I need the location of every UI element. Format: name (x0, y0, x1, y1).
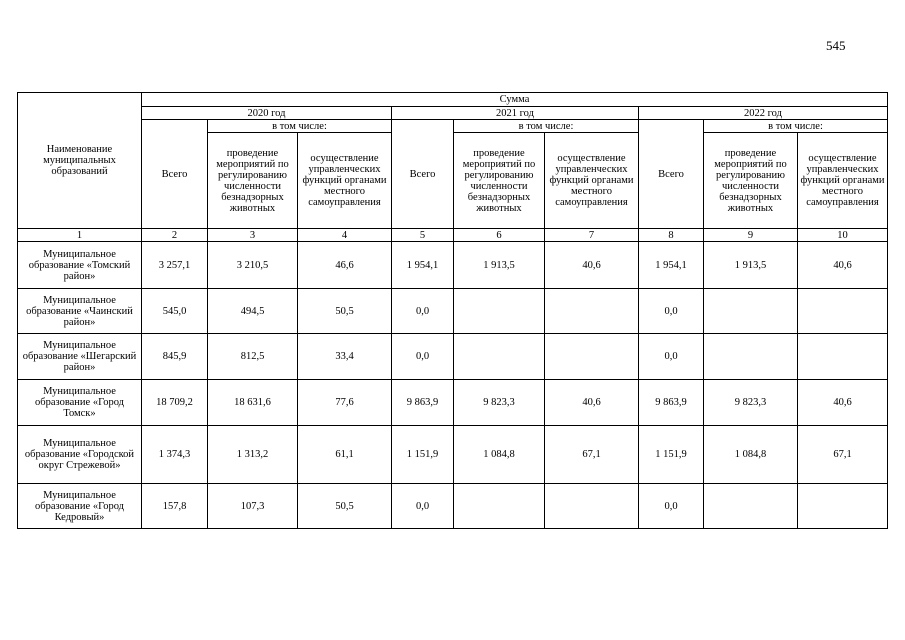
cell-sub1-2020: 107,3 (208, 484, 298, 529)
cell-sub1-2020: 812,5 (208, 334, 298, 380)
header-incl-2020: в том числе: (208, 120, 392, 133)
cell-sub1-2021 (454, 484, 545, 529)
cell-sub2-2022 (798, 484, 888, 529)
cell-sub2-2020: 50,5 (298, 289, 392, 334)
cell-total-2021: 9 863,9 (392, 380, 454, 426)
cell-total-2022: 0,0 (639, 334, 704, 380)
header-year-2022: 2022 год (639, 107, 888, 120)
col-number: 5 (392, 229, 454, 242)
cell-total-2021: 0,0 (392, 289, 454, 334)
cell-total-2022: 0,0 (639, 484, 704, 529)
cell-sub2-2020: 33,4 (298, 334, 392, 380)
col-number: 1 (18, 229, 142, 242)
cell-total-2021: 1 151,9 (392, 426, 454, 484)
cell-sub2-2021: 67,1 (545, 426, 639, 484)
cell-total-2021: 1 954,1 (392, 242, 454, 289)
cell-sub1-2021: 9 823,3 (454, 380, 545, 426)
page-number: 545 (826, 38, 846, 53)
header-sub1-2021: проведение мероприятий по регулированию численности безнадзорных животных (454, 133, 545, 229)
header-sub1-2020: проведение мероприятий по регулированию численности безнадзорных животных (208, 133, 298, 229)
header-sub1-2022: проведение мероприятий по регулированию численности безнадзорных животных (704, 133, 798, 229)
cell-sub2-2020: 50,5 (298, 484, 392, 529)
row-name: Муниципальное образование «Шегарский район» (18, 334, 142, 380)
cell-sub1-2022 (704, 334, 798, 380)
cell-total-2020: 845,9 (142, 334, 208, 380)
cell-total-2022: 0,0 (639, 289, 704, 334)
cell-sub1-2021 (454, 289, 545, 334)
table-row (18, 242, 888, 289)
cell-sub1-2021: 1 084,8 (454, 426, 545, 484)
cell-sub1-2022 (704, 484, 798, 529)
header-sub2-2021: осуществление управленческих функций органами местного самоуправления (545, 133, 639, 229)
table-row (18, 426, 888, 484)
col-number: 6 (454, 229, 545, 242)
cell-sub2-2021: 40,6 (545, 380, 639, 426)
cell-total-2021: 0,0 (392, 484, 454, 529)
cell-sub1-2020: 3 210,5 (208, 242, 298, 289)
table-row (18, 484, 888, 529)
cell-sub2-2022 (798, 334, 888, 380)
col-number: 10 (798, 229, 888, 242)
cell-sub2-2022: 67,1 (798, 426, 888, 484)
header-incl-2021: в том числе: (454, 120, 639, 133)
header-incl-2022: в том числе: (704, 120, 888, 133)
cell-sub1-2020: 1 313,2 (208, 426, 298, 484)
cell-sub1-2021: 1 913,5 (454, 242, 545, 289)
header-sub2-2022: осуществление управленческих функций органами местного самоуправления (798, 133, 888, 229)
header-sum: Сумма (142, 93, 888, 107)
cell-sub1-2022: 1 084,8 (704, 426, 798, 484)
cell-sub2-2020: 46,6 (298, 242, 392, 289)
col-number: 4 (298, 229, 392, 242)
cell-sub2-2021 (545, 289, 639, 334)
header-name-col: Наименование муниципальных образований (18, 93, 142, 229)
table-row (18, 289, 888, 334)
cell-sub2-2021 (545, 334, 639, 380)
row-name: Муниципальное образование «Город Кедровый» (18, 484, 142, 529)
col-number: 8 (639, 229, 704, 242)
row-name: Муниципальное образование «Томский район» (18, 242, 142, 289)
col-number: 2 (142, 229, 208, 242)
header-total-2020: Всего (142, 120, 208, 229)
header-sub2-2020: осуществление управленческих функций органами местного самоуправления (298, 133, 392, 229)
cell-total-2020: 1 374,3 (142, 426, 208, 484)
cell-sub2-2020: 77,6 (298, 380, 392, 426)
cell-total-2020: 545,0 (142, 289, 208, 334)
cell-sub2-2020: 61,1 (298, 426, 392, 484)
cell-sub2-2021 (545, 484, 639, 529)
row-name: Муниципальное образование «Чаинский район» (18, 289, 142, 334)
budget-table (17, 92, 888, 529)
col-number: 9 (704, 229, 798, 242)
row-name: Муниципальное образование «Городской округ Стрежевой» (18, 426, 142, 484)
header-total-2022: Всего (639, 120, 704, 229)
cell-total-2022: 1 954,1 (639, 242, 704, 289)
cell-sub2-2022: 40,6 (798, 242, 888, 289)
header-year-2020: 2020 год (142, 107, 392, 120)
cell-sub1-2022: 9 823,3 (704, 380, 798, 426)
cell-total-2020: 157,8 (142, 484, 208, 529)
cell-sub2-2022: 40,6 (798, 380, 888, 426)
cell-total-2022: 1 151,9 (639, 426, 704, 484)
cell-total-2021: 0,0 (392, 334, 454, 380)
cell-sub2-2022 (798, 289, 888, 334)
cell-total-2022: 9 863,9 (639, 380, 704, 426)
col-number: 7 (545, 229, 639, 242)
header-year-2021: 2021 год (392, 107, 639, 120)
cell-total-2020: 3 257,1 (142, 242, 208, 289)
table-row (18, 380, 888, 426)
cell-sub2-2021: 40,6 (545, 242, 639, 289)
header-total-2021: Всего (392, 120, 454, 229)
table-row (18, 334, 888, 380)
cell-sub1-2020: 494,5 (208, 289, 298, 334)
cell-sub1-2022 (704, 289, 798, 334)
cell-total-2020: 18 709,2 (142, 380, 208, 426)
row-name: Муниципальное образование «Город Томск» (18, 380, 142, 426)
cell-sub1-2022: 1 913,5 (704, 242, 798, 289)
cell-sub1-2020: 18 631,6 (208, 380, 298, 426)
cell-sub1-2021 (454, 334, 545, 380)
col-number: 3 (208, 229, 298, 242)
